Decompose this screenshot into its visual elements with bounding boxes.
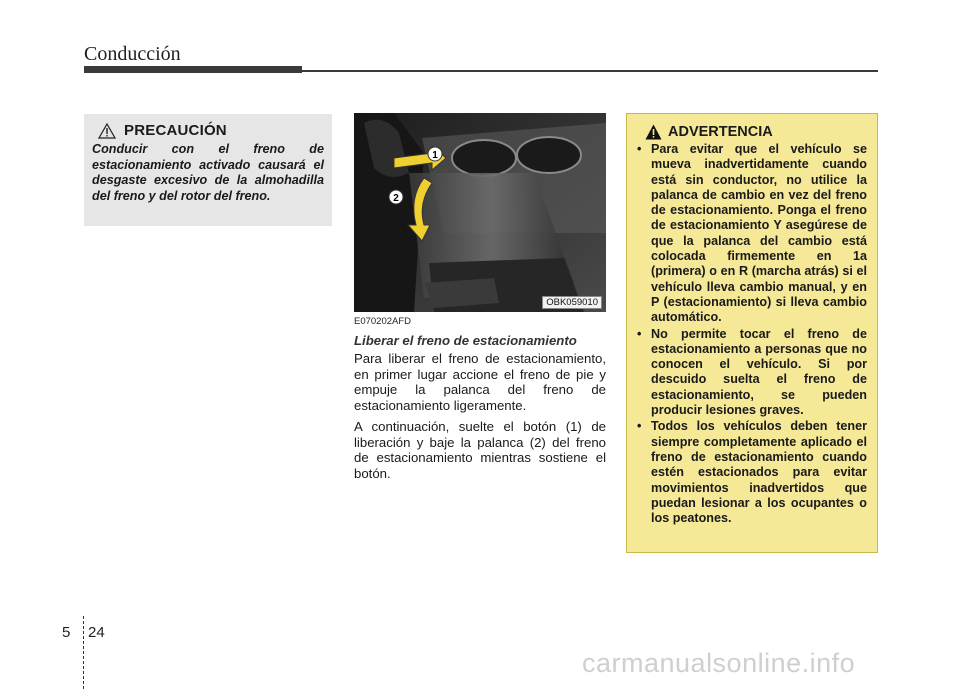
footer-divider bbox=[83, 616, 84, 689]
header-rule-thin bbox=[302, 70, 878, 72]
paragraph-2: A continuación, suelte el botón (1) de liberación y baje la palanca (2) del freno de estacionamiento mientras sostiene el botón. bbox=[354, 419, 606, 481]
figure-code: OBK059010 bbox=[542, 296, 602, 309]
section-reference: E070202AFD bbox=[354, 316, 412, 327]
page-number: 24 bbox=[88, 624, 105, 641]
section-title: Liberar el freno de estacionamiento bbox=[354, 333, 577, 348]
warning-item: • No permite tocar el freno de estacionamiento a personas que no conocen el vehículo. Si por descuido suelta el freno de estacionamiento, se pueden producir lesiones graves. bbox=[637, 327, 867, 419]
caution-text: Conducir con el freno de estacionamiento activado causará el desgaste excesivo de la almohadilla del freno y del rotor del freno. bbox=[92, 142, 324, 203]
warning-box bbox=[626, 113, 878, 553]
chapter-number: 5 bbox=[62, 624, 71, 641]
warning-list bbox=[637, 142, 867, 526]
warning-item: • Para evitar que el vehículo se mueva inadvertidamente cuando está sin conductor, no utilice la palanca de cambio en vez del freno de estacionamiento. Ponga el freno de estacionamiento Y asegúrese de que la palanca del cambio está colocada firmemente en 1a (primera) o en R (marcha atrás) si el vehículo lleva cambio manual, y en P (estacionamiento) si lleva cambio automático. bbox=[637, 142, 867, 326]
warning-triangle-filled-icon bbox=[645, 124, 662, 140]
watermark: carmanualsonline.info bbox=[582, 648, 856, 678]
page-title: Conducción bbox=[84, 43, 181, 65]
callout-1-label: 1 bbox=[432, 150, 438, 161]
warning-header bbox=[645, 124, 867, 140]
caution-box bbox=[84, 114, 332, 226]
caution-title: PRECAUCIÓN bbox=[124, 122, 227, 139]
caution-header bbox=[98, 122, 324, 139]
parking-brake-photo bbox=[354, 113, 606, 312]
parking-brake-illustration bbox=[354, 113, 606, 312]
main-text-column bbox=[354, 316, 606, 487]
warning-triangle-outline-icon bbox=[98, 123, 116, 139]
header-rule-thick bbox=[84, 66, 302, 73]
callout-2-label: 2 bbox=[393, 193, 399, 204]
warning-item: • Todos los vehículos deben tener siempre completamente aplicado el freno de estacionamiento cuando estén estacionados para evitar movimientos inadvertidos que puedan lesionar a los ocupantes o los peatones. bbox=[637, 419, 867, 526]
paragraph-1: Para liberar el freno de estacionamiento, en primer lugar accione el freno de pie y empuje la palanca del freno de estacionamiento ligeramente. bbox=[354, 351, 606, 413]
warning-title: ADVERTENCIA bbox=[668, 124, 773, 140]
